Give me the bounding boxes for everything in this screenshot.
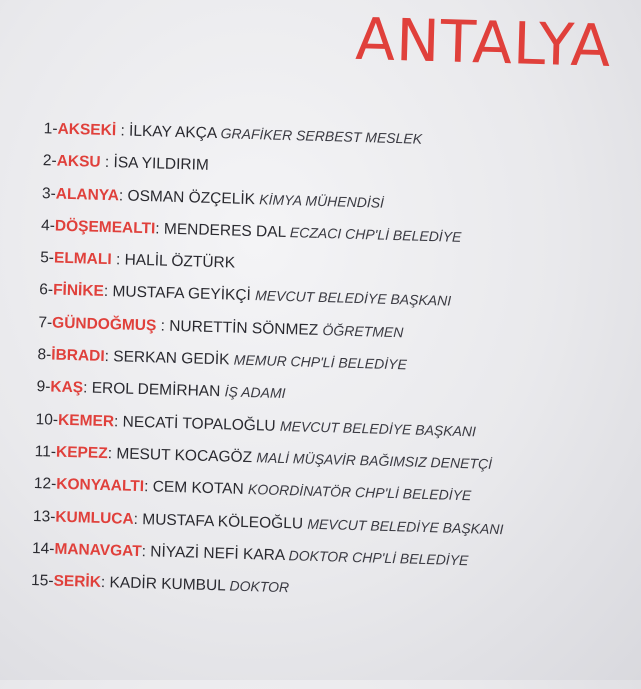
candidate-occupation: MEVCUT BELEDİYE BAŞKANI [307,515,503,536]
candidate-name: OSMAN ÖZÇELİK [127,187,255,208]
list-item-number: 5- [40,249,54,266]
district-name: MANAVGAT [54,541,142,560]
list-item-number: 12- [34,475,57,493]
candidate-name: MUSTAFA GEYİKÇİ [112,284,251,305]
list-item-number: 4- [41,217,55,234]
candidate-name: MESUT KOCAGÖZ [116,445,252,466]
separator: : [83,380,92,397]
candidate-name: İSA YILDIRIM [113,154,209,174]
candidate-name: EROL DEMİRHAN [91,380,220,401]
separator: : [111,251,124,268]
candidate-list [31,112,624,612]
candidate-occupation: İŞ ADAMI [224,384,285,402]
district-name: AKSU [56,153,100,171]
separator: : [133,510,142,527]
candidate-occupation: KİMYA MÜHENDİSİ [259,191,384,210]
candidate-name: NURETTİN SÖNMEZ [169,318,318,339]
candidate-name: NECATİ TOPALOĞLU [122,413,275,434]
list-item-number: 10- [35,411,58,429]
candidate-name: KADİR KUMBUL [109,574,225,594]
candidate-name: CEM KOTAN [152,479,243,499]
separator: : [116,122,129,139]
district-name: GÜNDOĞMUŞ [52,314,157,334]
candidate-occupation: KOORDİNATÖR CHP'Lİ BELEDİYE [248,481,472,503]
slide-title: ANTALYA [355,5,613,80]
district-name: FİNİKE [53,282,104,300]
candidate-name: MUSTAFA KÖLEOĞLU [142,511,303,532]
district-name: KEMER [58,411,114,430]
district-name: KONYAALTI [56,476,144,495]
candidate-name: HALİL ÖZTÜRK [124,252,235,272]
district-name: ELMALI [54,250,112,269]
candidate-name: NİYAZİ NEFİ KARA [150,543,285,564]
list-item-number: 1- [44,120,58,137]
list-item-number: 6- [39,282,53,299]
candidate-name: MENDERES DAL [164,220,286,240]
candidate-occupation: ÖĞRETMEN [322,322,403,340]
candidate-name: SERKAN GEDİK [113,348,230,368]
list-item-number: 13- [33,508,56,526]
list-item-number: 8- [37,346,51,363]
district-name: KUMLUCA [55,508,134,527]
candidate-occupation: MALİ MÜŞAVİR BAĞIMSIZ DENETÇİ [256,449,492,472]
separator: : [155,220,164,237]
separator: : [107,445,116,462]
separator: : [104,283,113,300]
separator: : [141,543,150,560]
list-item-number: 9- [36,378,50,395]
district-name: KAŞ [50,379,83,397]
candidate-occupation: DOKTOR [229,578,289,596]
candidate-name: İLKAY AKÇA [129,123,217,142]
candidate-occupation: ECZACI CHP'Lİ BELEDİYE [290,224,462,245]
district-name: KEPEZ [56,444,108,462]
list-item-number: 14- [32,540,55,558]
separator: : [114,413,123,430]
list-item-number: 11- [35,443,57,461]
separator: : [101,574,110,591]
district-name: AKSEKİ [57,121,116,140]
list-item-number: 3- [42,185,56,202]
separator: : [119,187,128,204]
candidate-occupation: MEVCUT BELEDİYE BAŞKANI [255,288,451,309]
district-name: DÖŞEMEALTI [55,217,156,237]
candidate-occupation: GRAFİKER SERBEST MESLEK [220,125,422,147]
district-name: İBRADI [51,347,105,365]
separator: : [156,317,169,334]
candidate-occupation: DOKTOR CHP'Lİ BELEDİYE [288,547,468,568]
list-item-number: 7- [38,314,52,331]
candidate-occupation: MEVCUT BELEDİYE BAŞKANI [280,418,476,439]
candidate-occupation: MEMUR CHP'Lİ BELEDİYE [234,352,407,373]
district-name: ALANYA [56,185,120,204]
separator: : [104,348,113,365]
list-item-number: 2- [43,152,57,169]
separator: : [100,154,113,171]
separator: : [144,478,153,495]
list-item-number: 15- [31,572,54,590]
district-name: SERİK [53,573,101,591]
